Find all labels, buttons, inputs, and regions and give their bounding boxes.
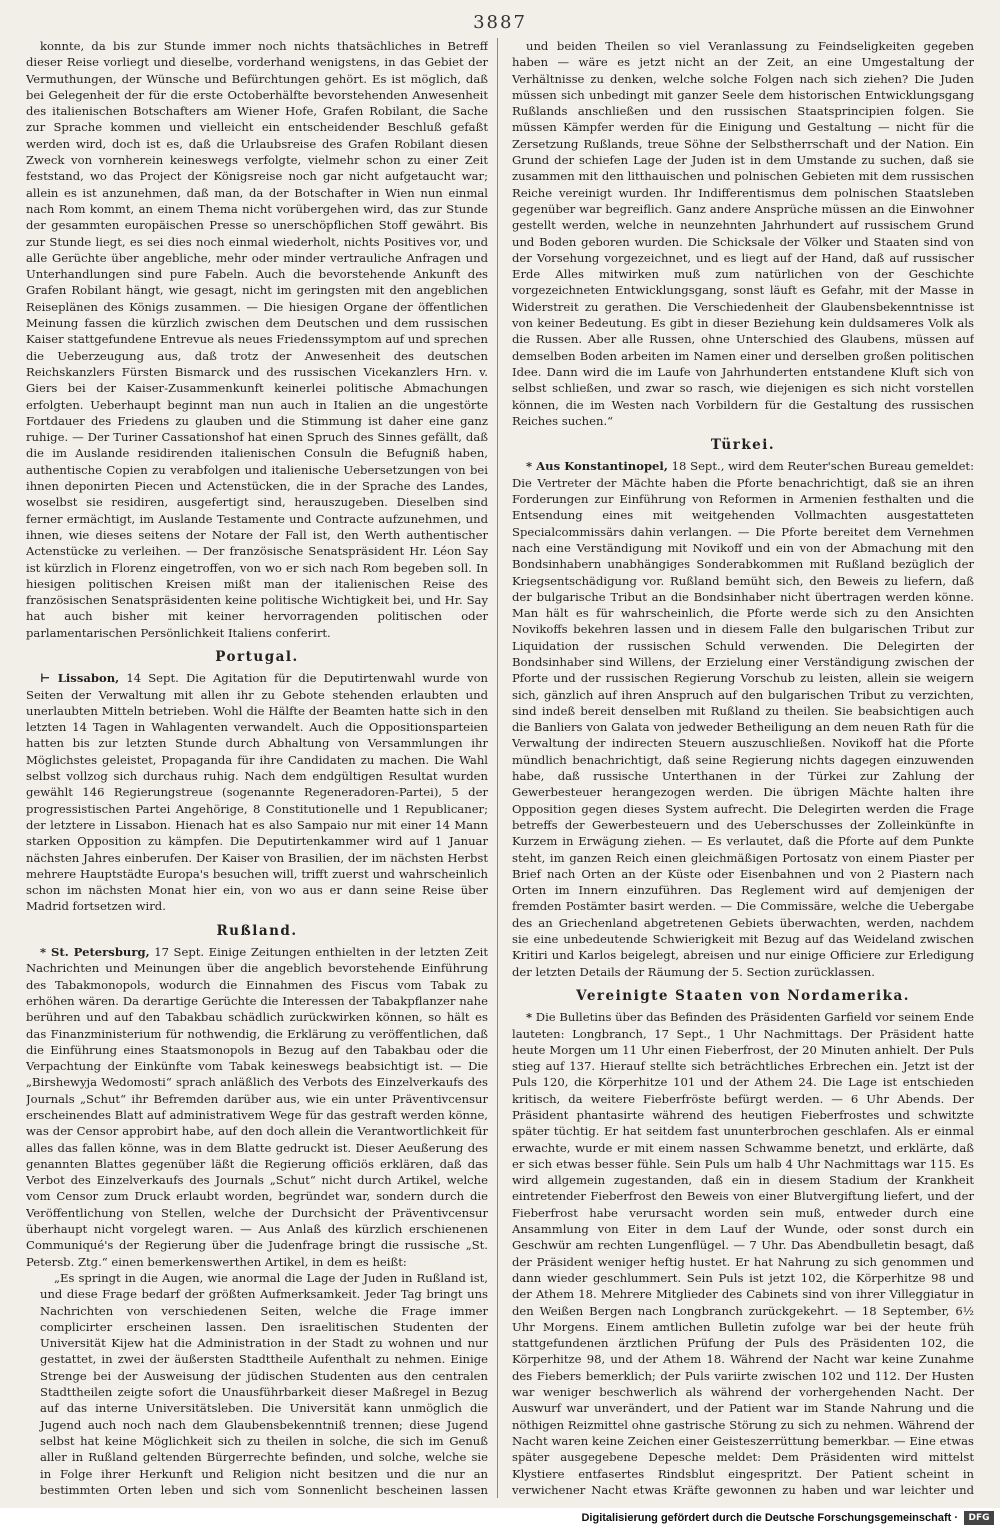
russland-report (26, 944, 488, 1270)
footer-credit: Digitalisierung gefördert durch die Deutsche Forschungsgemeinschaft · (581, 1512, 958, 1524)
page-number: 3887 (473, 12, 527, 33)
usa-dateline: * (526, 1010, 533, 1025)
usa-report (512, 1009, 974, 1498)
digitization-footer (0, 1508, 1000, 1528)
section-heading-usa: Vereinigte Staaten von Nordamerika. (576, 987, 910, 1004)
portugal-dateline: ⊢ Lissabon, (40, 671, 120, 686)
left-column (26, 38, 488, 1498)
usa-text: Die Bulletins über das Befinden des Präsidenten Garfield vor seinem Ende lauteten: Longbranch, 17 Sept., 1 Uhr Nachmittags. Der Präsident hatte heute Morgen um 11 Uhr einen Fieberfrost, der 20 Minuten anhielt. Der Puls stieg auf 137. Hierauf stellte sich beträchtliches Erbrechen ein. Jetzt ist der Puls 120, die Körperhitze 101 und der Athem 24. Die Lage ist entschieden kritisch, da weitere Fieberfröste befürgt werden. — 6 Uhr Abends. Der Präsident phantasirte während des heutigen Fieberfrostes und schwitzte später tüchtig. Er hat seitdem fast ununterbrochen geschlafen. Als er einmal erwachte, wurde er mit einem nassen Schwamme benetzt, und erklärte, daß er sich etwas besser fühle. Sein Puls um halb 4 Uhr Nachmittags war 115. Es wird allgemein zugestanden, daß ein in diesem Stadium der Krankheit eintretender Fieberfrost den Beweis von einer Blutvergiftung liefert, und der Fieberfrost habe verursacht worden sein muß, entweder durch eine Ansammlung von Eiter in dem Lauf der Wunde, oder sonst durch ein Geschwür am rechten Lungenflügel. — 7 Uhr. Das Abendbulletin besagt, daß der Präsident weniger heftig hustet. Er hat Nahrung zu sich genommen und dann wieder geschlummert. Sein Puls ist jetzt 102, die Körperhitze 98 und der Athem 18. Mehrere Mitglieder des Cabinets sind von ihrer Villeggiatur in den Weißen Bergen nach Longbranch zurückgekehrt. — 18 September, 6½ Uhr Morgens. Einem amtlichen Bulletin zufolge war bei der heute früh stattgefundenen ärztlichen Prüfung der Puls des Präsidenten 102, die Körperhitze 98, und der Athem 18. Während der Nacht war keine Zunahme des Fiebers bemerklich; der Puls variirte zwischen 102 und 112. Der Husten war weniger beschwerlich als während der vorhergehenden Nacht. Der Auswurf war unverändert, und der Patient war im Stande Nahrung und die nöthigen Reizmittel ohne gastrische Störung zu sich zu nehmen. Während der Nacht waren keine Zeichen einer Geisteszerrüttung bemerkbar. — Eine etwas später ausgegebene Depesche meldet: Dem Präsidenten wird mittelst Klystiere entfasertes Rindsblut eingespritzt. Der Patient scheint in verwichener Nacht etwas Kräfte gewonnen zu haben und war leichter und (512, 1010, 974, 1497)
italy-report-paragraph: konnte, da bis zur Stunde immer noch nichts thatsächliches in Betreff dieser Reise vorliegt und dieselbe, vorderhand wenigstens, in das Gebiet der Vermuthungen, der Wünsche und Befürchtungen gehört. Es ist möglich, daß bei Gelegenheit der für die erste Octoberhälfte bevorstehenden Anwesenheit des italienischen Botschafters am Wiener Hofe, Grafen Robilant, die Sache zur Sprache kommen und vielleicht ein entscheidender Beschluß gefaßt werden wird, doch ist es, daß die Urlaubsreise des Grafen Robilant diesen Zweck von vornherein keineswegs verfolgte, vielmehr schon zu einer Zeit feststand, wo das Project der Königsreise noch gar nicht aufgetaucht war; allein es ist anzunehmen, daß man, da der Botschafter in Wien nun einmal nach Rom kommt, an einem Thema nicht vorübergehen wird, das zur Stunde der gesammten europäischen Presse so unerschöpflichen Stoff gewährt. Bis zur Stunde liegt, es sei dies noch einmal wiederholt, nichts Positives vor, und alle Gerüchte über angebliche, mehr oder minder vertrauliche Anfragen und Unterhandlungen sind pure Fabeln. Auch die bevorstehende Ankunft des Grafen Robilant hängt, wie gesagt, nicht im geringsten mit den angeblichen Reiseplänen des Königs zusammen. — Die hiesigen Organe der öffentlichen Meinung fassen die kürzlich zwischen dem Deutschen und dem russischen Kaiser stattgefundene Entrevue als neues Friedenssymptom auf und sprechen die Ueberzeugung aus, daß trotz der Anwesenheit des deutschen Reichskanzlers Fürsten Bismarck und des russischen Vicekanzlers Hrn. v. Giers bei der Kaiser-Zusammenkunft keinerlei politische Abmachungen erfolgten. Ueberhaupt beginnt man nun auch in Italien an die ungestörte Fortdauer des Friedens zu glauben und die Stimmung ist daher eine ganz ruhige. — Der Turiner Cassationshof hat einen Spruch des Sinnes gefällt, daß die im Auslande residirenden italienischen Consuln die Befugniß haben, authentische Copien zu verabfolgen und italienische Uebersetzungen von bei ihnen deponirten Piecen und Actenstücken, die in der Sprache des Landes, woselbst sie residiren, ausgefertigt sind, herauszugeben. Dieselben sind ferner ermächtigt, im Auslande Testamente und Contracte aufzunehmen, und ihnen, wie dieses seitens der Notare der Fall ist, den Werth authentischer Actenstücke zu verleihen. — Der französische Senatspräsident Hr. Léon Say ist kürzlich in Florenz eingetroffen, von wo er sich nach Rom begeben soll. In hiesigen politischen Kreisen mißt man der italienischen Reise des französischen Senatspräsidenten keine politische Wichtigkeit bei, und Hr. Say hat auch bisher mit keiner hervorragenden politischen oder parlamentarischen Persönlichkeit Italiens conferirt. (26, 39, 488, 640)
russland-quote: „Es springt in die Augen, wie anormal die Lage der Juden in Rußland ist, und diese Frage bedarf der größten Aufmerksamkeit. Jeder Tag bringt uns Nachrichten von verschiedenen Seiten, welche die Frage immer complicirter erscheinen lassen. Den israelitischen Studenten der Universität Kijew hat die Administration in der Stadt zu wohnen und nur gestattet, in zwei der äußersten Stadttheile Aufenthalt zu nehmen. Einige Strenge bei der Ausweisung der jüdischen Studenten aus den centralen Stadttheilen zeigte sofort die Unausführbarkeit dieser Maßregel in Bezug auf das interne Universitätsleben. Die Universität kann unmöglich die Jugend auch noch nach dem Glaubensbekenntniß trennen; diese Jugend selbst hat keine Möglichkeit sich zu theilen in solche, die sich im Genuß aller in Rußland geltenden Bürgerrechte befinden, und solche, welche sie in Folge ihrer Herkunft und Religion nicht besitzen und die nur an bestimmten Orten leben und sich vom Sonnenlicht bescheinen lassen (40, 1270, 488, 1497)
tuerkei-dateline: * Aus Konstantinopel, (526, 459, 668, 474)
russland-text: 17 Sept. Einige Zeitungen enthielten in der letzten Zeit Nachrichten und Meinungen über die angeblich bevorstehende Einführung des Tabakmonopols, wodurch die Einnahmen des Fiscus vom Tabak zu erhöhen wären. Da derartige Gerüchte die Interessen der Tabakpflanzer nahe berühren und auf den Tabakbau schädlich zurückwirken können, so hält es das Finanzministerium für nothwendig, die Erklärung zu veröffentlichen, daß die Einführung eines Staatsmonopols in Bezug auf den Tabakbau oder die Verpachtung der Einkünfte vom Tabak keineswegs beabsichtigt ist. — Die „Birshewyja Wedomosti“ sprach anläßlich des Verbots des Einzelverkaufs des Journals „Schut“ ihr Befremden darüber aus, wie ein unter Präventivcensur erscheinendes Blatt auf administrativem Wege für das gestraft werden könne, was der Censor approbirt habe, auf den doch allein die Verantwortlichkeit für alles das fallen könne, was in dem Blatte gedruckt ist. Dieser Aeußerung des genannten Blattes gegenüber läßt die Regierung officiös erklären, daß das Verbot des Einzelverkaufs des Journals „Schut“ nicht durch Artikel, welche vom Censor zum Druck erlaubt worden, begründet war, sondern durch die Veröffentlichung von Stellen, welche der Durchsicht der Präventivcensur überhaupt nicht vorgelegt waren. — Aus Anlaß des kürzlich erschienenen Communiqué's der Regierung über die Judenfrage bringt die russische „St. Petersb. Ztg.“ einen bemerkenswerthen Artikel, in dem es heißt: (26, 945, 488, 1269)
right-column (512, 38, 974, 1498)
section-heading-russland: Rußland. (216, 922, 298, 939)
tuerkei-report (512, 458, 974, 980)
tuerkei-text: 18 Sept., wird dem Reuter'schen Bureau gemeldet: Die Vertreter der Mächte haben die Pforte benachrichtigt, daß sie an ihren Forderungen zur Einführung von Reformen in Armenien festhalten und die Entsendung eines mit weitgehenden Vollmachten ausgestatteten Specialcommissärs dahin verlangen. — Die Pforte bereitet dem Vernehmen nach eine Verständigung mit Novikoff und ein von der Abmachung mit den Bondsinhabern unabhängiges Sonderabkommen mit Rußland bezüglich der Kriegsentschädigung vor. Rußland bemüht sich, den Beweis zu liefern, daß der bulgarische Tribut an die Bondsinhaber nicht übertragen werden könne. Man hält es für wahrscheinlich, die Pforte werde sich zu den Ansichten Novikoffs bekehren lassen und in diesem Falle den bulgarischen Tribut zur Liquidation der russischen Schuld verwenden. Die Delegirten der Bondsinhaber sind Willens, der Erzielung einer Verständigung zwischen der Pforte und der russischen Regierung Vorschub zu leisten, allein sie weigern sich, gänzlich auf ihren Anspruch auf den bulgarischen Tribut zu verzichten, sind indeß bereit denselben mit Rußland zu theilen. Sie beabsichtigen auch die Banliers von Galata von jedweder Betheiligung an dem neuen Rath für die Verwaltung der indirecten Steuern auszuschließen. Novikoff hat die Pforte mündlich benachrichtigt, daß seine Regierung nichts dagegen einzuwenden habe, daß russische Unterthanen in der Türkei zur Zahlung der Gewerbesteuer herangezogen werden. Die übrigen Mächte halten ihre Opposition gegen dieses System aufrecht. Die Delegirten werden die Frage betreffs der Gewerbesteuern und des Ueberschusses der Zolleinkünfte in Kurzem in Erwägung ziehen. — Es verlautet, daß die Pforte auf dem Punkte steht, im ganzen Reich einen gleichmäßigen Portosatz von einem Piaster per Brief nach Orten an der Küste oder Eisenbahnen und von 2 Piastern nach Orten im Innern einzuführen. Das Reglement wird auf demjenigen der fremden Postämter basirt werden. — Die Commissäre, welche die Uebergabe des an Griechenland abgetretenen Gebiets überwachten, werden, nachdem sie eine unbedeutende Schwierigkeit mit Bezug auf das Weideland zwischen Kritiri und Karlos beigelegt, abreisen und nur einige Officiere zur Erledigung der letzten Details der Räumung der 5. Section zurücklassen. (512, 459, 974, 979)
section-heading-tuerkei: Türkei. (710, 437, 776, 454)
article-columns (26, 38, 974, 1498)
portugal-text: 14 Sept. Die Agitation für die Deputirtenwahl wurde von Seiten der Verwaltung mit allen ihr zu Gebote stehenden erlaubten und unerlaubten Mitteln betrieben. Wohl die Hälfte der Beamten hatte sich in den letzten 14 Tagen in Wahlagenten verwandelt. Auch die Oppositionsparteien hatten bis zur letzten Stunde durch Abhaltung von Versammlungen ihr Möglichstes geleistet, Propaganda für ihre Candidaten zu machen. Die Wahl selbst vollzog sich durchaus ruhig. Nach dem endgültigen Resultat wurden gewählt 146 Regierungstreue (sogenannte Regeneradoren-Partei), 5 der progressistischen Partei Angehörige, 8 Constitutionelle und 1 Republicaner; der letztere in Lissabon. Hienach hat es also Sampaio nur mit einer 14 Mann starken Opposition zu kämpfen. Die Deputirtenkammer wird auf 1 Januar nächsten Jahres einberufen. Der Kaiser von Brasilien, der im nächsten Herbst mehrere Hauptstädte Europa's besuchen will, trifft zuerst und wahrscheinlich schon im nächsten Monat hier ein, von wo aus er dann seine Reise über Madrid fortsetzen wird. (26, 671, 488, 914)
russland-quote-continued: und beiden Theilen so viel Veranlassung zu Feindseligkeiten gegeben haben — wäre es jetzt nicht an der Zeit, an eine Umgestaltung der Verhältnisse zu denken, welche solche Folgen nach sich ziehen? Die Juden müssen sich unbedingt mit ganzer Seele dem historischen Entwicklungsgang Rußlands anschließen und den russischen Staatsprincipien folgen. Sie müssen Kämpfer werden für die Einigung und Gestaltung — nicht für die Zersetzung Rußlands, treue Söhne der Selbstherrschaft und der Nation. Ein Grund der schiefen Lage der Juden ist in dem Umstande zu suchen, daß sie zusammen mit den litthauischen und polnischen Gebieten mit dem russischen Reiche vereinigt wurden. Ihr Indifferentismus dem polnischen Staatsleben gegenüber war begreiflich. Ganz andere Ansprüche müssen an die Einwohner gestellt werden, welche in neunzehnten Jahrhundert auf russischem Grund und Boden geboren wurden. Die Schicksale der Völker und Staaten sind von der Vorsehung vorgezeichnet, und es liegt auf der Hand, daß auf russischer Erde Alles mitwirken muß zum natürlichen von der Geschichte vorgezeichneten Entwicklungsgang, sonst läuft es Gefahr, mit der Masse in Widerstreit zu gerathen. Die Verschiedenheit der Glaubensbekenntnisse ist von keiner Bedeutung. Es gibt in dieser Beziehung kein duldsameres Volk als die Russen. Aber alle Russen, ohne Unterschied des Glaubens, müssen auf demselben Boden arbeiten im Namen einer und derselben großen politischen Idee. Dann wird die im Laufe von Jahrhunderten entstandene Kluft sich von selbst schließen, und zwar so rasch, wie diejenigen es sich nicht vorstellen können, die im Westen nach Vorbildern für die Gestaltung des russischen Reiches suchen.“ (512, 39, 974, 428)
portugal-report (26, 670, 488, 914)
dfg-logo-icon: DFG (964, 1511, 994, 1525)
section-heading-portugal: Portugal. (215, 648, 299, 665)
russland-dateline: * St. Petersburg, (40, 945, 150, 960)
